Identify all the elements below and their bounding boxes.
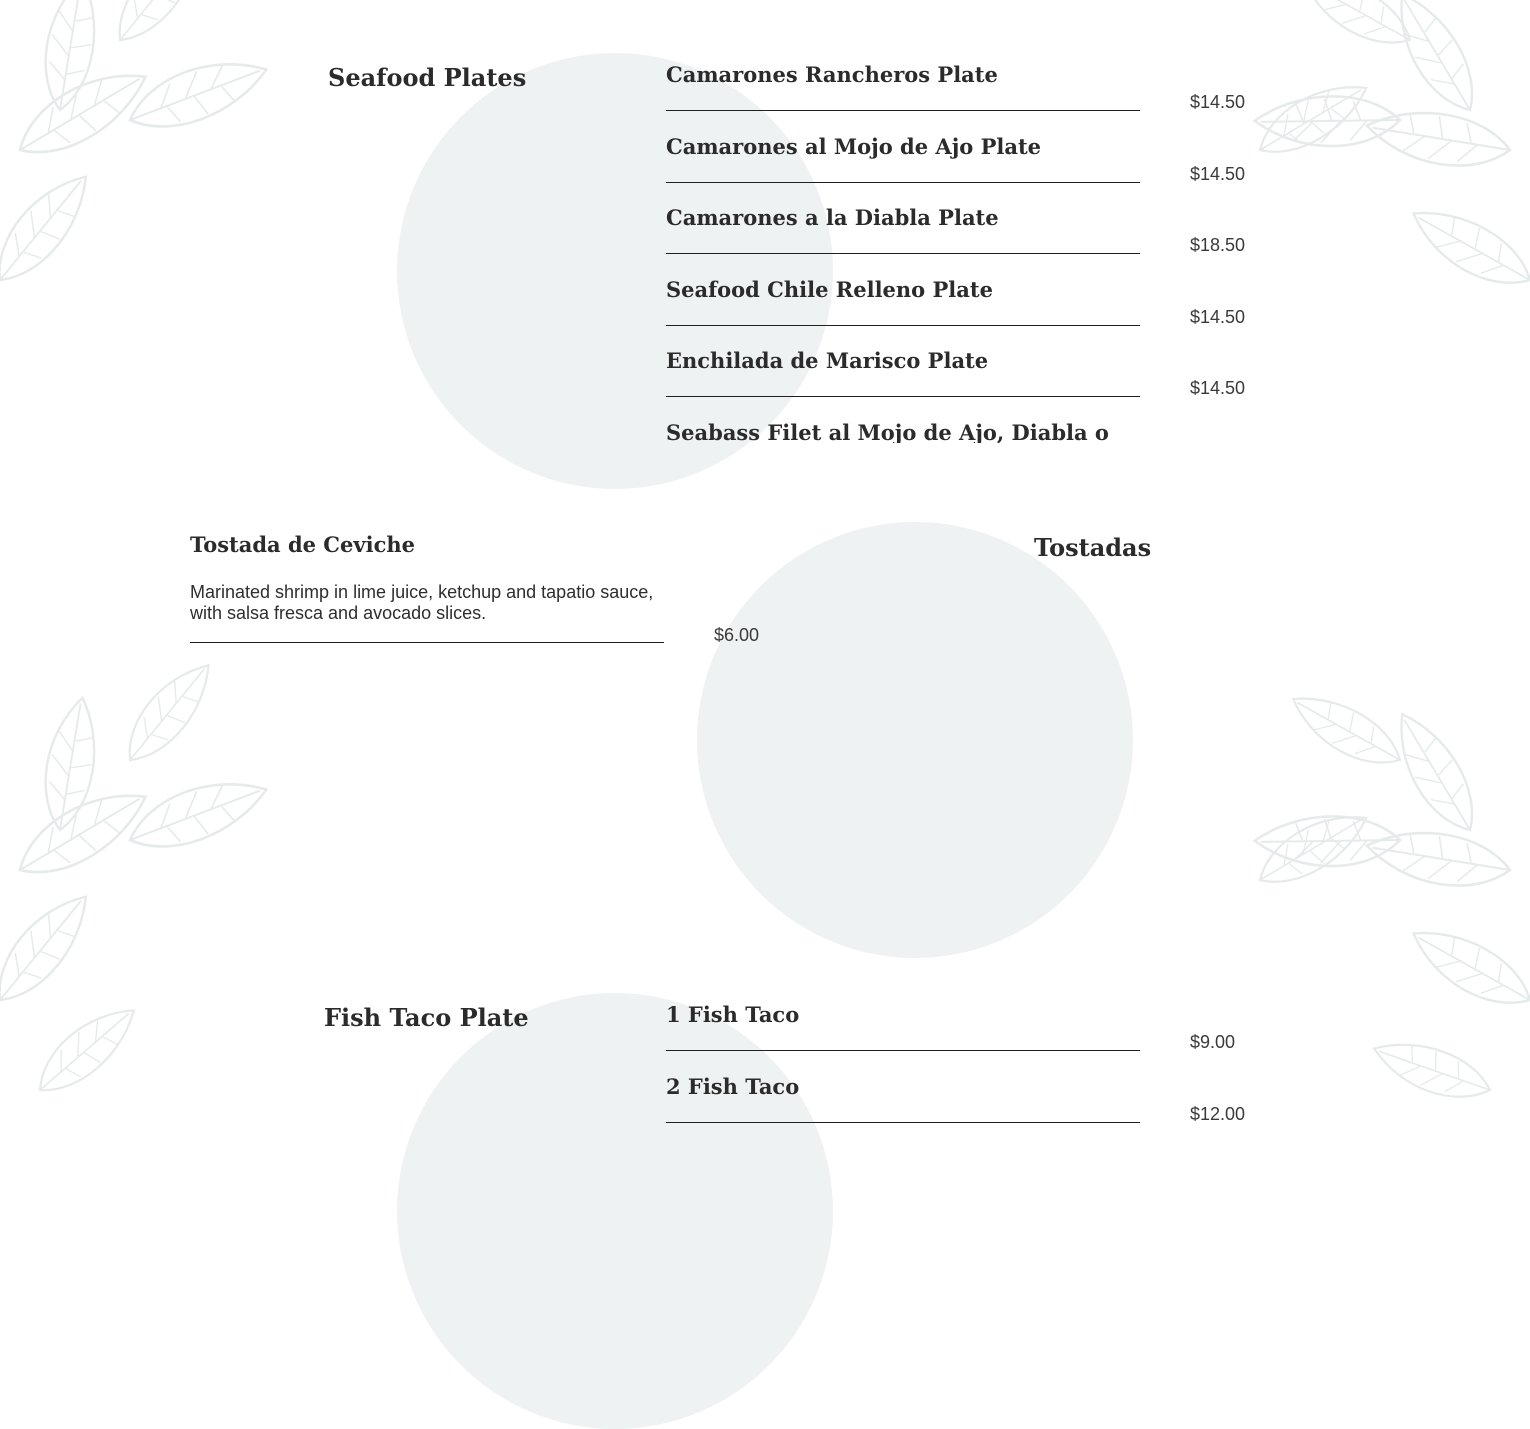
seafood-plates-list-viewport[interactable]: [666, 62, 1266, 443]
menu-item-price: $18.50: [1190, 235, 1246, 255]
item-divider: [666, 1122, 1140, 1123]
menu-item: [666, 420, 1266, 444]
item-divider: [666, 110, 1140, 111]
menu-item-name: Camarones a la Diabla Plate: [666, 205, 999, 230]
menu-item-name: Seafood Chile Relleno Plate: [666, 276, 993, 302]
menu-item: [666, 134, 1266, 206]
menu-item: [666, 62, 1266, 134]
fish-taco-plate-title: Fish Taco Plate: [324, 1003, 529, 1032]
menu-item: [666, 1002, 1266, 1074]
menu-item-name: Tostada de Ceviche: [190, 532, 415, 557]
fish-taco-list: [666, 1002, 1266, 1145]
menu-item: [666, 205, 1266, 277]
item-divider: [666, 1050, 1140, 1051]
menu-item-description: Marinated shrimp in lime juice, ketchup and tapatio sauce, with salsa fresca and avocado slices.: [190, 582, 654, 623]
menu-item-price: $14.50: [1190, 163, 1246, 184]
menu-item-price: $9.00: [1190, 1032, 1236, 1052]
menu-item-price: $14.50: [1190, 378, 1246, 398]
menu-item-name: Enchilada de Marisco Plate: [666, 348, 989, 373]
menu-item-price: $12.00: [1190, 1103, 1246, 1124]
menu-item: [666, 277, 1266, 349]
menu-item-price: $14.50: [1190, 306, 1246, 327]
item-divider: [666, 182, 1140, 183]
item-divider: [666, 253, 1140, 254]
seafood-plates-title: Seafood Plates: [328, 63, 527, 92]
tostadas-title: Tostadas: [1034, 533, 1152, 562]
menu-item-price: $6.00: [714, 625, 760, 645]
menu-item-name: 1 Fish Taco: [666, 1002, 800, 1027]
seafood-plates-list: [666, 62, 1266, 443]
item-divider: [190, 642, 664, 643]
menu-item-name: Seabass Filet al Mojo de Ajo, Diabla o: [666, 419, 1109, 443]
item-divider: [666, 325, 1140, 326]
menu-item-name: Camarones Rancheros Plate: [666, 62, 998, 87]
menu-item: [190, 532, 770, 662]
item-divider: [666, 396, 1140, 397]
menu-item-name: 2 Fish Taco: [666, 1073, 800, 1099]
menu-item: [666, 1074, 1266, 1146]
menu-item-price: $14.50: [1190, 92, 1246, 112]
menu-item: [666, 348, 1266, 420]
menu-item-name: Camarones al Mojo de Ajo Plate: [666, 133, 1042, 159]
